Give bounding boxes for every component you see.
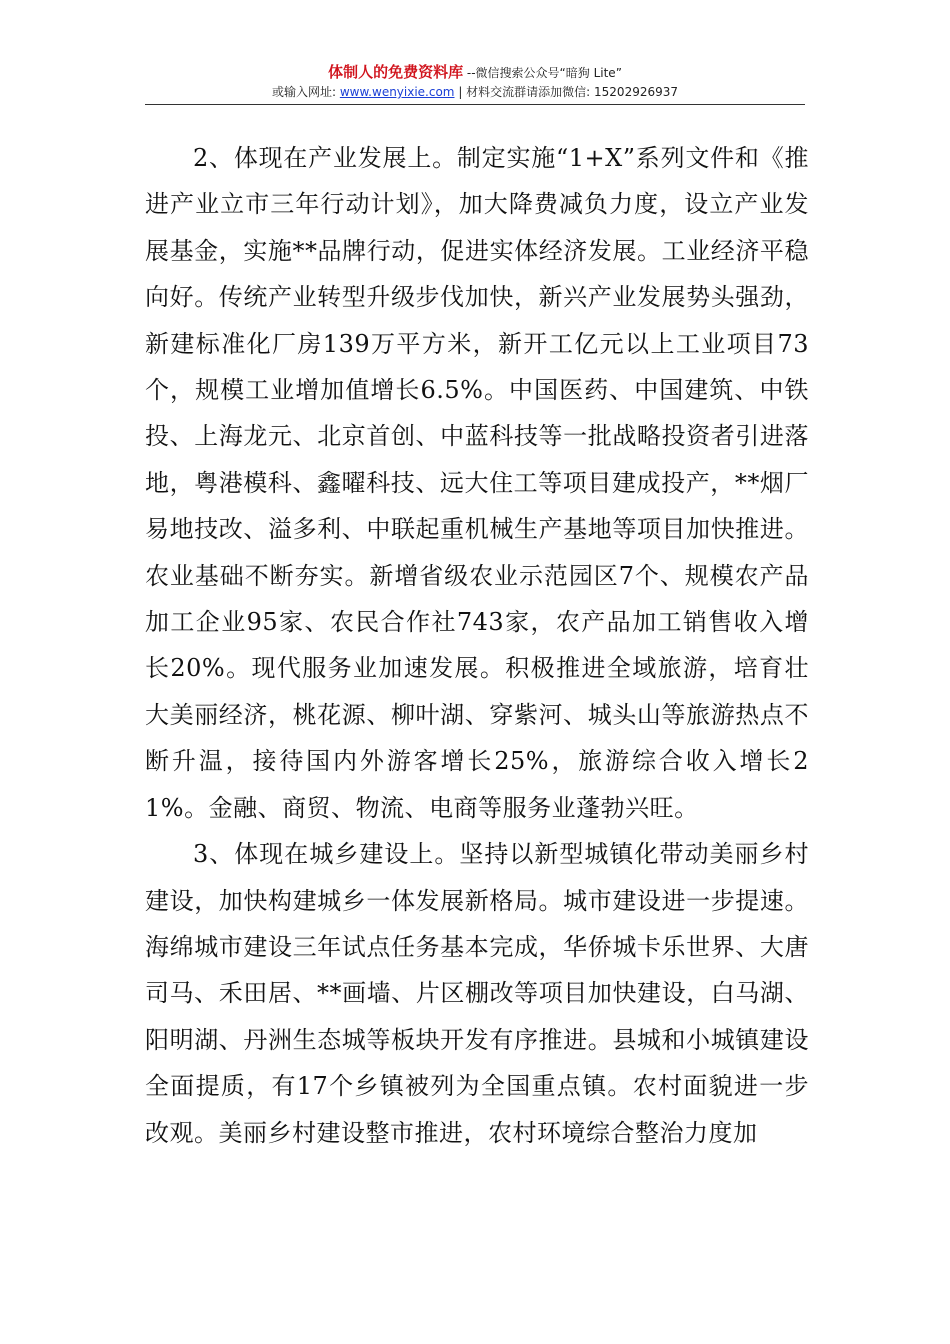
document-body [145,135,809,1156]
header-contact-line [145,83,805,101]
header-brand: 体制人的免费资料库 [328,63,464,81]
paragraph-industry: 2、体现在产业发展上。制定实施“1+X”系列文件和《推进产业立市三年行动计划》，加大降费减负力度，设立产业发展基金，实施**品牌行动，促进实体经济发展。工业经济平稳向好。传统产业转型升级步伐加快，新兴产业发展势头强劲，新建标准化厂房139万平方米，新开工亿元以上工业项目73个，规模工业增加值增长6.5%。中国医药、中国建筑、中铁投、上海龙元、北京首创、中蓝科技等一批战略投资者引进落地，粤港模科、鑫曜科技、远大住工等项目建成投产，**烟厂易地技改、溢多利、中联起重机械生产基地等项目加快推进。农业基础不断夯实。新增省级农业示范园区7个、规模农产品加工企业95家、农民合作社743家，农产品加工销售收入增长20%。现代服务业加速发展。积极推进全域旅游，培育壮大美丽经济，桃花源、柳叶湖、穿紫河、城头山等旅游热点不断升温，接待国内外游客增长25%，旅游综合收入增长21%。金融、商贸、物流、电商等服务业蓬勃兴旺。 [145,144,809,822]
header-tagline: --微信搜索公众号“暗狗 Lite” [463,66,622,80]
header-contact: | 材料交流群请添加微信: 15202926937 [454,85,679,99]
page-header [145,62,805,101]
paragraph-urban-rural: 3、体现在城乡建设上。坚持以新型城镇化带动美丽乡村建设，加快构建城乡一体发展新格局。城市建设进一步提速。海绵城市建设三年试点任务基本完成，华侨城卡乐世界、大唐司马、禾田居、**画墙、片区棚改等项目加快建设，白马湖、阳明湖、丹洲生态城等板块开发有序推进。县城和小城镇建设全面提质，有17个乡镇被列为全国重点镇。农村面貌进一步改观。美丽乡村建设整市推进，农村环境综合整治力度加 [145,840,809,1147]
header-title-line [145,62,805,83]
header-divider [145,104,805,105]
header-url-prefix: 或输入网址: [271,85,340,99]
header-website-link[interactable]: www.wenyixie.com [339,85,455,99]
